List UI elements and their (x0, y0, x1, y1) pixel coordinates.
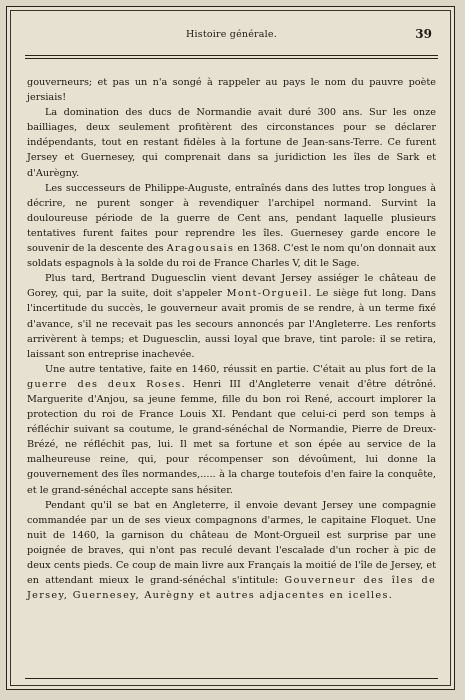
paragraph (27, 362, 436, 498)
header-rule-top (25, 55, 438, 56)
paragraph-text: La domination des ducs de Normandie avait duré 300 ans. Sur les onze bailliages, deux seulement profitèrent des circonstances pour se déclarer indépendants, tout en restant fidèles à la fortune de Jean-sans-Terre. Ce furent Jersey et Guernesey, qui comprenait dans sa juridiction les îles de Sark et d'Aurègny. (27, 107, 436, 179)
paragraph (27, 498, 436, 604)
paragraph-text: en 1368. C'est le nom qu'on donnait aux soldats espagnols à la solde du roi de France Charles V, dit le Sage. (27, 243, 436, 270)
book-page (6, 6, 455, 690)
page-header (25, 29, 438, 45)
header-rule-bottom (25, 58, 438, 59)
paragraph-text: . Henri III d'Angleterre venait d'être détrôné. Marguerite d'Anjou, sa jeune femme, fille du bon roi René, accourt implorer la protection du roi de France Louis XI. Pendant que celui-ci perd son temps à réfléchir suivant sa coutume, le grand-sénéchal de Normandie, Pierre de Dreux-Brézé, ne réfléchit pas, lui. Il met sa fortune et son épée au service de la malheureuse reine, qui, pour récompenser son dévoûment, lui donne la gouvernement des îles normandes,..... à la charge toutefois d'en faire la conquête, et le grand-sénéchal accepte sans hésiter. (27, 378, 436, 496)
paragraph (27, 105, 436, 180)
spaced-emphasis-text: Mont-Orgueil (226, 288, 309, 300)
spaced-emphasis-text: guerre des deux Roses (27, 378, 182, 390)
paragraph (27, 271, 436, 362)
footer-rule (25, 678, 438, 679)
paragraph-text: Plus tard, Bertrand Duguesclin vient devant Jersey assiéger le château de Gorey, qui, par la suite, doit s'appeler (27, 273, 436, 300)
paragraph-text: Les successeurs de Philippe-Auguste, entraînés dans des luttes trop longues à décrire, ne purent songer à revendiquer l'archipel normand. Survint la douloureuse période de la guerre de Cent ans, pendant laquelle plusieurs tentatives furent faites pour reprendre les îles. Guernesey garde encore le souvenir de la descente des (27, 182, 436, 255)
body-text (27, 75, 436, 603)
paragraph (27, 75, 436, 105)
spaced-emphasis-text: Gouverneur des îles de Jersey, Guernesey, Aurègny et autres adjacentes en icelles (27, 575, 436, 602)
running-title: Histoire générale. (186, 29, 277, 40)
paragraph-text: gouverneurs; et pas un n'a songé à rappeler au pays le nom du pauvre poète jersiais! (27, 77, 436, 104)
paragraph-text: Pendant qu'il se bat en Angleterre, il envoie devant Jersey une compagnie commandée par un de ses vieux compagnons d'armes, le capitaine Floquet. Une nuit de 1460, la garnison du château de Mont-Orgueil est surprise par une poignée de braves, qui n'ont pas reculé devant l'escalade d'un rocher à pic de deux cents pieds. Ce coup de main livre aux Français la moitié de l'île de Jersey, et en attendant mieux le grand-sénéchal s'intitule: (27, 499, 436, 587)
paragraph (27, 181, 436, 272)
paragraph-text: Une autre tentative, faite en 1460, réussit en partie. C'était au plus fort de la (45, 363, 436, 375)
paragraph-text: . Le siège fut long. Dans l'incertitude du succès, le gouverneur avait promis de se rendre, à un terme fixé d'avance, s'il ne recevait pas les secours annoncés par l'Angleterre. Les renforts arrivèrent à temps; et Duguesclin, aussi loyal que brave, tint parole: il se retira, laissant son entreprise inachevée. (27, 288, 436, 360)
paragraph-text: . (388, 590, 392, 602)
page-number: 39 (415, 27, 432, 41)
spaced-emphasis-text: Aragousais (166, 243, 235, 255)
